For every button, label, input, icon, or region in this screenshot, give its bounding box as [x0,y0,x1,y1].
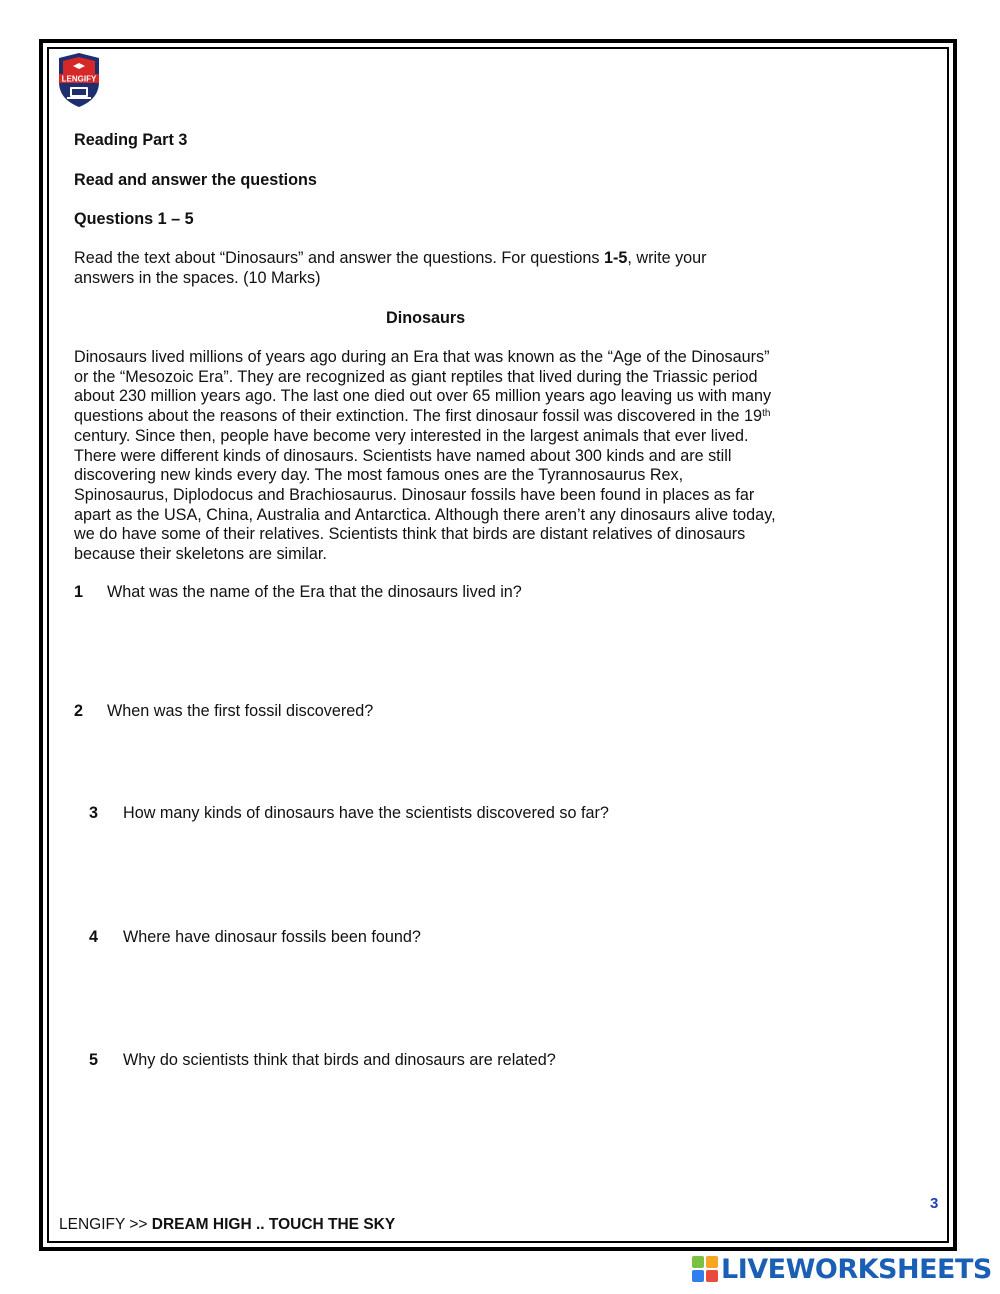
liveworksheets-watermark [692,1254,992,1284]
question-3: 3 How many kinds of dinosaurs have the scientists discovered so far? [89,804,609,822]
intro-line-2: answers in the spaces. (10 Marks) [74,269,321,287]
question-1: 1 What was the name of the Era that the dinosaurs lived in? [74,583,522,601]
part-heading: Reading Part 3 [74,131,188,149]
instruction-heading: Read and answer the questions [74,171,317,189]
passage-line: apart as the USA, China, Australia and Antarctica. Although there aren’t any dinosaurs alive today, [74,505,776,524]
passage-line: discovering new kinds every day. The most famous ones are the Tyrannosaurus Rex, [74,466,684,485]
question-5: 5 Why do scientists think that birds and dinosaurs are related? [89,1051,556,1069]
question-2: 2 When was the first fossil discovered? [74,702,374,720]
liveworksheets-grid-icon [692,1256,718,1282]
passage-line: questions about the reasons of their extinction. The first dinosaur fossil was discovered in the 19th [74,407,771,426]
passage-line: about 230 million years ago. The last one died out over 65 million years ago leaving us with many [74,387,772,406]
questions-range: Questions 1 – 5 [74,210,194,228]
passage-text [74,348,834,565]
logo-text: LENGIFY [61,74,97,84]
passage-line: Spinosaurus, Diplodocus and Brachiosaurus. Dinosaur fossils have been found in places as far [74,485,755,504]
passage-line: There were different kinds of dinosaurs. Scientists have named about 300 kinds and are still [74,446,732,465]
footer [59,1216,395,1234]
passage-line: because their skeletons are similar. [74,545,327,564]
watermark-text: LIVEWORKSHEETS [721,1253,992,1285]
passage-title: Dinosaurs [386,309,466,327]
passage-line: we do have some of their relatives. Scientists think that birds are distant relatives of dinosaurs [74,525,746,544]
question-4: 4 Where have dinosaur fossils been found? [89,928,421,946]
passage-line: Dinosaurs lived millions of years ago during an Era that was known as the “Age of the Dinosaurs” [74,348,770,366]
footer-slogan: DREAM HIGH .. TOUCH THE SKY [151,1216,396,1233]
footer-brand: LENGIFY >> [59,1216,152,1233]
shield-logo-icon [55,52,103,108]
page-number: 3 [930,1195,939,1212]
passage-line: century. Since then, people have become very interested in the largest animals that ever lived. [74,426,749,445]
passage-line: or the “Mesozoic Era”. They are recognized as giant reptiles that lived during the Triassic period [74,367,758,386]
intro-line-1: Read the text about “Dinosaurs” and answer the questions. For questions 1-5, write your [74,249,707,267]
